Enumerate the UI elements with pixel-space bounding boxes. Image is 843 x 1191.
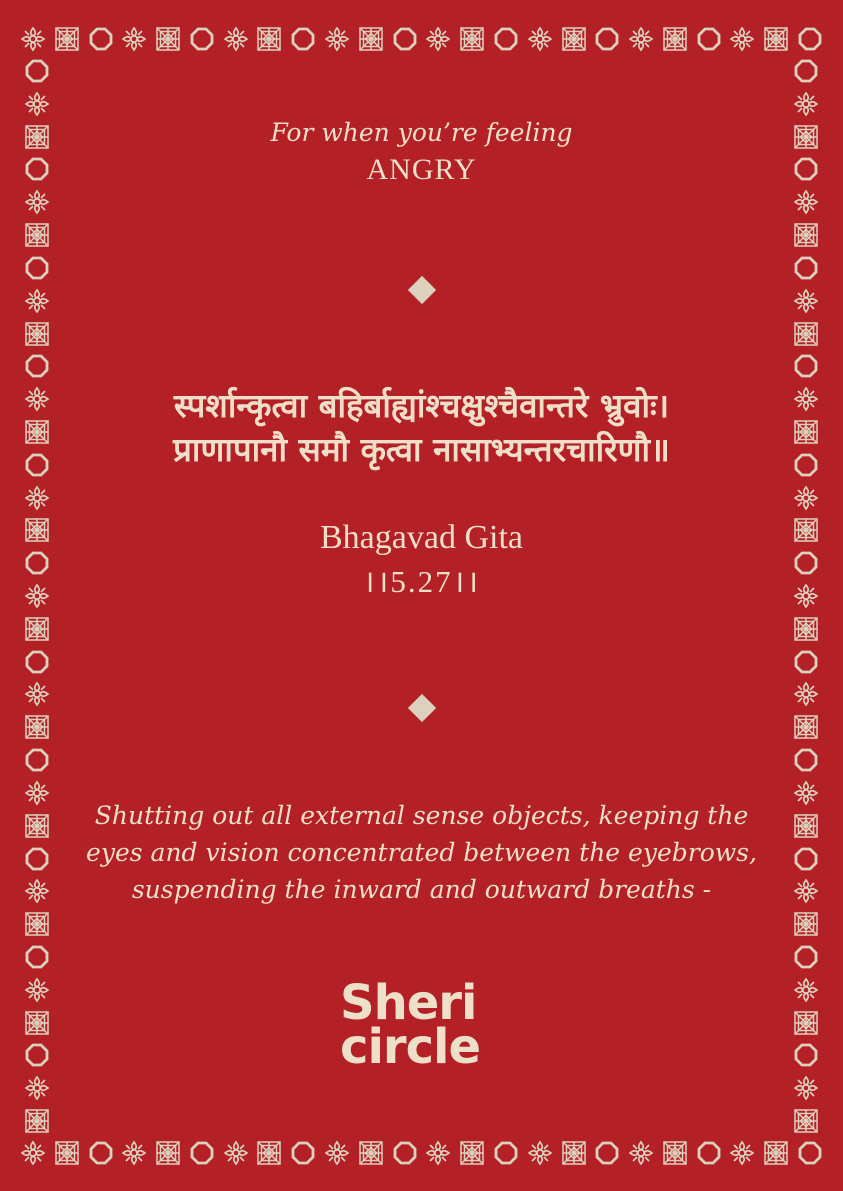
- logo-top-text: Sheri: [340, 975, 477, 1031]
- verse-source: [0, 516, 843, 604]
- source-title: Bhagavad Gita: [320, 519, 523, 556]
- verse-reference: ।।5.27।।: [362, 564, 481, 599]
- intro-line: For when you’re feeling: [270, 118, 573, 147]
- logo-bottom-text: circle: [340, 1019, 481, 1075]
- translation: [80, 797, 763, 908]
- diamond-icon: [408, 694, 436, 722]
- mood-label: ANGRY: [366, 153, 477, 186]
- translation-line-1: Shutting out all external sense objects, keeping the: [94, 801, 749, 830]
- translation-line-2: eyes and vision concentrated between the eyebrows,: [86, 838, 757, 867]
- translation-line-3: suspending the inward and outward breaths -: [131, 875, 712, 904]
- sanskrit-line-2: प्राणापानौ समौ कृत्वा नासाभ्यन्तरचारिणौ॥: [173, 430, 670, 469]
- diamond-icon: [408, 276, 436, 304]
- sanskrit-line-1: स्पर्शान्कृत्वा बहिर्बाह्यांश्चक्षुश्चैवान्तरे भ्रुवोः।: [173, 386, 670, 425]
- brand-logo: [340, 975, 510, 1088]
- intro: [0, 116, 843, 190]
- sanskrit-verse: [0, 384, 843, 472]
